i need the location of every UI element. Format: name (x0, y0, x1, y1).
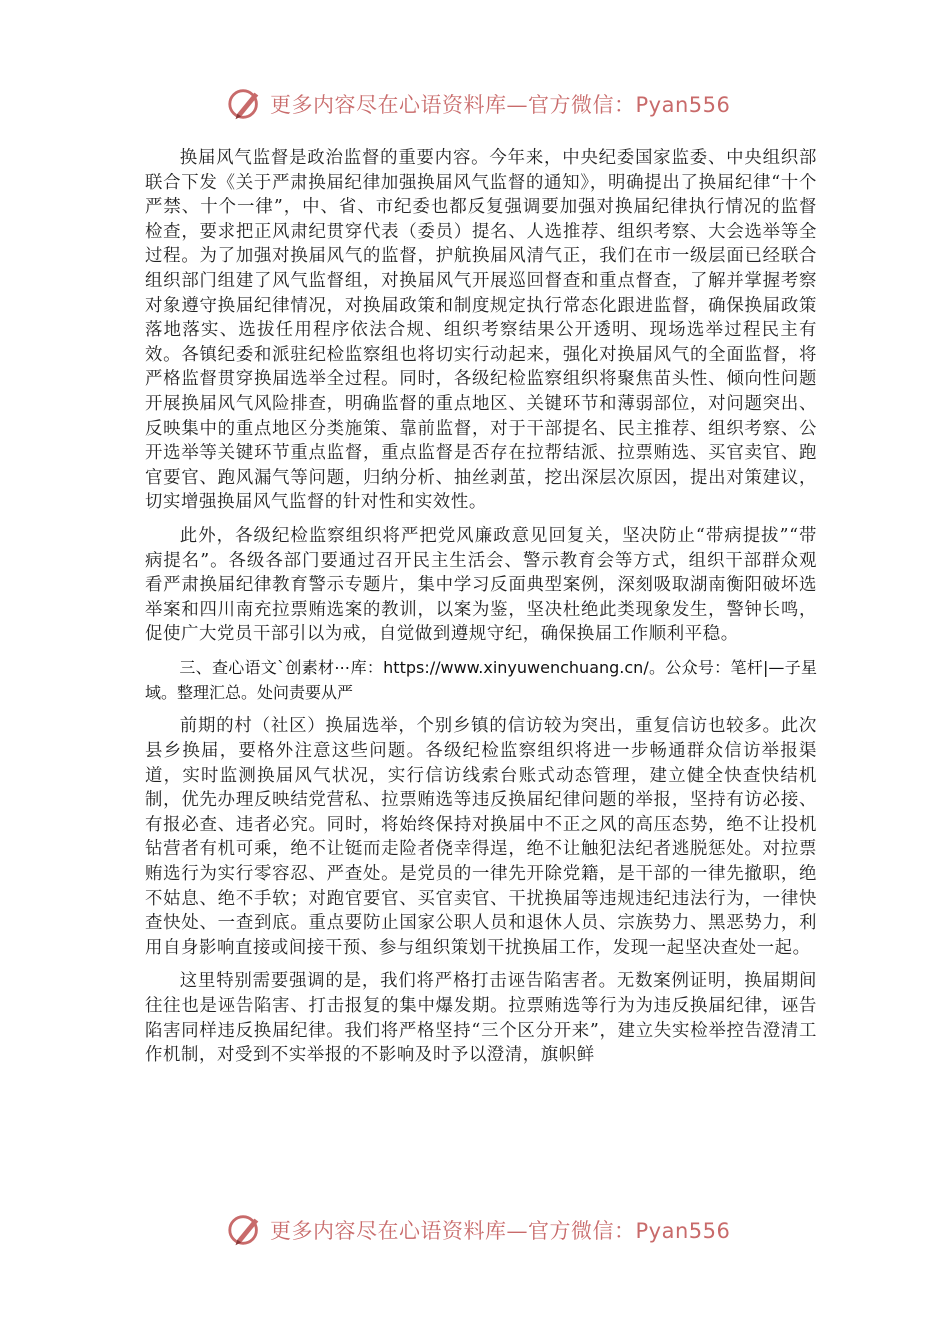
banner-label: 更多内容尽在心语资料库—官方微信： (270, 1219, 636, 1243)
banner-wechat-id: Pyan556 (635, 93, 731, 117)
paragraph-4: 前期的村（社区）换届选举，个别乡镇的信访较为突出，重复信访也较多。此次县乡换届，要格外注意这些问题。各级纪检监察组织将进一步畅通群众信访举报渠道，实时监测换届风气状况，实行信访线索台账式动态管理，建立健全快查快结机制，优先办理反映结党营私、拉票贿选等违反换届纪律问题的举报，坚持有访必接、有报必查、违者必究。同时，将始终保持对换届中不正之风的高压态势，绝不让投机钻营者有机可乘，绝不让铤而走险者侥幸得逞，绝不让触犯法纪者逃脱惩处。对拉票贿选行为实行零容忍、严查处。是党员的一律先开除党籍，是干部的一律先撤职，绝不姑息、绝不手软；对跑官要官、买官卖官、干扰换届等违规违纪违法行为，一律快查快处、一查到底。重点要防止国家公职人员和退休人员、宗族势力、黑恶势力，利用自身影响直接或间接干预、参与组织策划干扰换届工作，发现一起坚决查处一起。 (145, 716, 817, 958)
document-body (145, 146, 817, 1077)
pen-circle-logo-icon (226, 1211, 264, 1249)
pen-circle-logo-icon (226, 85, 264, 123)
header-banner (226, 84, 746, 124)
paragraph-5: 这里特别需要强调的是，我们将严格打击诬告陷害者。无数案例证明，换届期间往往也是诬告陷害、打击报复的集中爆发期。拉票贿选等行为为违反换届纪律，诬告陷害同样违反换届纪律。我们将严格坚持“三个区分开来”，建立失实检举控告澄清工作机制，对受到不实举报的不影响及时予以澄清，旗帜鲜 (145, 971, 817, 1066)
banner-text (270, 89, 730, 119)
paragraph-1: 换届风气监督是政治监督的重要内容。今年来，中央纪委国家监委、中央组织部联合下发《关于严肃换届纪律加强换届风气监督的通知》，明确提出了换届纪律“十个严禁、十个一律”，中、省、市纪委也都反复强调要加强对换届纪律执行情况的监督检查，要求把正风肃纪贯穿代表（委员）提名、人选推荐、组织考察、大会选举等全过程。为了加强对换届风气的监督，护航换届风清气正，我们在市一级层面已经联合组织部门组建了风气监督组，对换届风气开展巡回督查和重点督查，了解并掌握考察对象遵守换届纪律情况，对换届政策和制度规定执行常态化跟进监督，确保换届政策落地落实、选拔任用程序依法合规、组织考察结果公开透明、现场选举过程民主有效。各镇纪委和派驻纪检监察组也将切实行动起来，强化对换届风气的全面监督，将严格监督贯穿换届选举全过程。同时，各级纪检监察组织将聚焦苗头性、倾向性问题开展换届风气风险排查，明确监督的重点地区、关键环节和薄弱部位，对问题突出、反映集中的重点地区分类施策、靠前监督，对于干部提名、民主推荐、组织考察、公开选举等关键环节重点监督，重点监督是否存在拉帮结派、拉票贿选、买官卖官、跑官要官、跑风漏气等问题，归纳分析、抽丝剥茧，挖出深层次原因，提出对策建议，切实增强换届风气监督的针对性和实效性。 (145, 148, 817, 513)
paragraph-3-section-heading: 三、查心语文`创素材⋯库：https://www.xinyuwenchuang.cn/。公众号：笔杆|—子星域。整理汇总。处问责要从严 (145, 657, 817, 702)
footer-banner (226, 1210, 746, 1250)
banner-wechat-id: Pyan556 (635, 1219, 731, 1243)
banner-label: 更多内容尽在心语资料库—官方微信： (270, 93, 636, 117)
banner-text (270, 1215, 730, 1245)
paragraph-2: 此外，各级纪检监察组织将严把党风廉政意见回复关，坚决防止“带病提拔”“带病提名”。各级各部门要通过召开民主生活会、警示教育会等方式，组织干部群众观看严肃换届纪律教育警示专题片，集中学习反面典型案例，深刻吸取湖南衡阳破坏选举案和四川南充拉票贿选案的教训，以案为鉴，坚决杜绝此类现象发生，警钟长鸣，促使广大党员干部引以为戒，自觉做到遵规守纪，确保换届工作顺利平稳。 (145, 525, 817, 645)
